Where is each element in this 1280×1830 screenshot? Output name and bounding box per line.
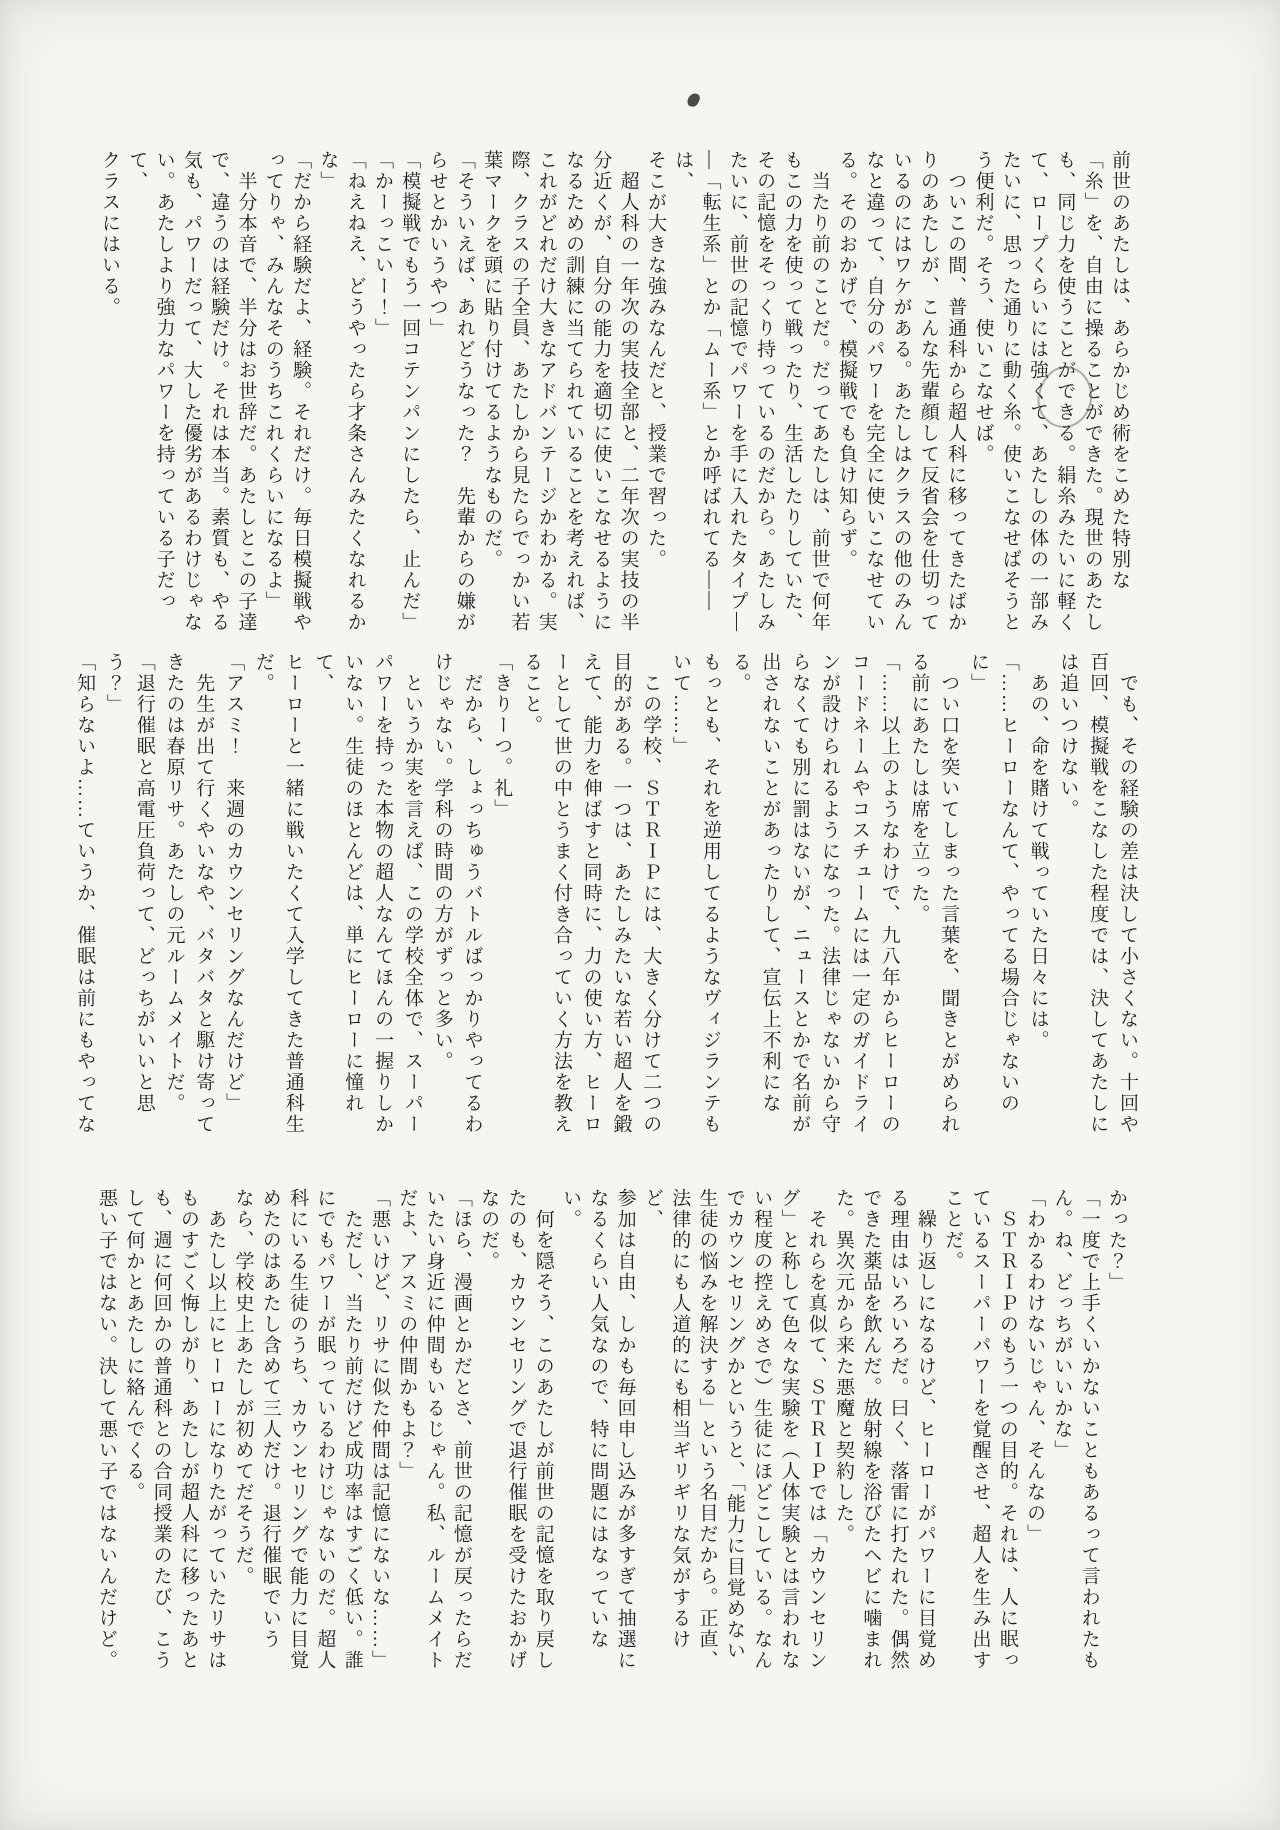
text-column: 気も、パワーだって、大した優劣があるわけじゃな <box>180 150 202 633</box>
text-column: ること。 <box>521 652 543 736</box>
text-column: 「アスミ！ 来週のカウンセリングなんだけど」 <box>223 652 245 1114</box>
text-column: あの、命を賭けて戦っていた日々には。 <box>1027 673 1049 1051</box>
text-column: 何を隠そう、このあたしが前世の記憶を取り戻し <box>532 1209 554 1671</box>
text-column: りのあたしが、こんな先輩顔して反省会を仕切って <box>917 150 939 633</box>
text-column: いない。生徒のほとんどは、単にヒーローに憧れて、 <box>312 652 364 1114</box>
text-column: 参加は自由、しかも毎回申し込みが多すぎて抽選に <box>614 1188 636 1671</box>
text-column: も、同じ力を使うことができる。絹糸みたいに軽く <box>1054 150 1076 633</box>
text-column: でカウンセリングかというと、「能力に目覚めない <box>723 1188 745 1662</box>
text-column: けじゃない。学科の時間の方がずっと多い。 <box>431 652 453 1072</box>
text-column: たいに、前世の記憶でパワーを手に入れたタイプ— <box>726 150 748 633</box>
text-column: というか実を言えば、この学校全体で、スーパー <box>401 673 423 1135</box>
text-column: この学校、ＳＴＲＩＰには、大きく分けて二つの <box>640 673 662 1135</box>
text-column: ってりゃ、みんなそのうちこれくらいになるよ」 <box>262 150 284 612</box>
text-column: なら、学校史上あたしが初めてだそうだ。 <box>232 1188 254 1587</box>
text-column: らなくても別に罰はないが、ニュースとかで名前が <box>789 652 811 1135</box>
text-column: 悪い子ではない。決して悪い子ではないんだけど。 <box>96 1188 118 1671</box>
text-column: 「糸」を、自由に操ることができた。現世のあたし <box>1081 150 1103 633</box>
text-column: できた薬品を飲んだ。放射線を浴びたヘビに噛まれ <box>860 1188 882 1671</box>
text-column: 「模擬戦でもう一回コテンパンにしたら、止んだ」 <box>399 150 421 633</box>
text-column: あたし以上にヒーローになりたがっていたリサは <box>205 1209 227 1671</box>
text-column: る。そのおかげで、模擬戦でも負け知らず。 <box>836 150 858 570</box>
text-column: 「きりーつ。礼」 <box>491 652 513 820</box>
text-column: な」 <box>317 150 339 192</box>
text-column: かった？」 <box>1106 1188 1127 1293</box>
text-column: 出されないことがあったりして、宣伝上不利になる。 <box>729 652 781 1114</box>
text-column: きたのは春原リサ。あたしの元ルームメイトだ。 <box>163 652 185 1114</box>
text-column: だよ、アスミの仲間かもよ？」 <box>396 1188 418 1482</box>
text-column: えて、能力を伸ばすと同時に、力の使い方、ヒーロ <box>580 652 602 1135</box>
text-column: パワーを持った本物の超人なんてほんの一握りしか <box>372 652 394 1135</box>
text-column: 百回、模擬戦をこなした程度では、決してあたしに <box>1087 652 1109 1135</box>
text-column: コードネームやコスチュームには一定のガイドライ <box>848 652 870 1135</box>
text-column: 「だから経験だよ、経験。それだけ。毎日模擬戦や <box>290 150 312 633</box>
text-column: も、週に何回かの普通科との合同授業のたび、こう <box>150 1188 172 1671</box>
text-column: 「かーっこいー！」 <box>371 150 393 339</box>
text-column: クラスにはいる。 <box>99 150 121 318</box>
text-column: もこの力を使って戦ったり、生活したりしていた、 <box>781 150 803 633</box>
text-column: ているスーパーパワーを覚醒させ、超人を生み出す <box>969 1188 991 1671</box>
text-column: 「一度で上手くいかないこともあるって言われたも <box>1078 1188 1100 1671</box>
text-column: 際、クラスの子全員、あたしから見たらでっかい若 <box>508 150 530 633</box>
text-column: て、ロープくらいには強くて、あたしの体の一部み <box>1027 150 1049 633</box>
text-column: い程度の控えめさで）生徒にほどこしている。なん <box>751 1188 773 1671</box>
text-column: ヒーローと一緒に戦いたくて入学してきた普通科生 <box>282 652 304 1135</box>
text-column: う便利だ。そう、使いこなせば。 <box>972 150 994 465</box>
text-column: にでもパワーが眠っているわけじゃないのだ。超人 <box>314 1188 336 1671</box>
text-column: 法律的にも人道的にも相当ギリギリな気がするけど、 <box>641 1188 691 1650</box>
text-band-1 <box>96 150 1133 636</box>
text-column: グ」と称して色々な実験を（人体実験とは言われな <box>778 1188 800 1671</box>
text-column: 「悪いけど、リサに似た仲間は記憶にないな……」 <box>368 1188 390 1671</box>
text-column: ーとして世の中とうまく付き合っていく方法を教え <box>550 652 572 1135</box>
text-column: らせとかいうやつ」 <box>426 150 448 339</box>
text-column: た。異次元から来た悪魔と契約した。 <box>833 1188 855 1545</box>
text-column: ついこの間、普通科から超人科に移ってきたばか <box>945 171 967 633</box>
text-column: 「……ヒーローなんて、やってる場合じゃないのに」 <box>968 652 1019 1114</box>
text-column: る前にあたしは席を立った。 <box>908 652 930 925</box>
text-column: ンが設けられるようになった。法律じゃないから守 <box>819 652 841 1135</box>
text-column: 葉マークを頭に貼り付けてるようなものだ。 <box>481 150 503 570</box>
text-column: —「転生系」とか「ムー系」とか呼ばれてる——は、 <box>672 150 721 612</box>
text-column: して何かとあたしに絡んでくる。 <box>123 1188 145 1503</box>
text-column: ただし、当たり前だけど成功率はすごく低い。誰 <box>341 1209 363 1671</box>
text-column: 目的がある。一つは、あたしみたいな若い超人を鍛 <box>610 652 632 1135</box>
text-band-3 <box>93 1188 1130 1676</box>
text-column: 「……以上のようなわけで、九八年からヒーローの <box>878 652 900 1135</box>
text-column: もっとも、それを逆用してるようなヴィジランテも <box>699 652 721 1135</box>
text-column: 分近くが、自分の能力を適切に使いこなせるように <box>590 150 612 633</box>
text-column: なるための訓練に当てられていることを考えれば、 <box>563 150 585 633</box>
text-column: 半分本音で、半分はお世辞だ。あたしとこの子達 <box>235 171 257 633</box>
text-column: ものすごく悔しがり、あたしが超人科に移ったあと <box>177 1188 199 1671</box>
text-column: 前世のあたしは、あらかじめ術をこめた特別な <box>1109 150 1130 591</box>
text-column: う？」 <box>103 652 125 715</box>
text-column: 超人科の一年次の実技全部と、二年次の実技の半 <box>617 171 639 633</box>
text-column: でも、その経験の差は決して小さくない。十回や <box>1117 673 1138 1135</box>
text-column: 生徒の悩みを解決する」という名目だから。正直、 <box>696 1188 718 1671</box>
text-column: 「ほら、漫画とかだとさ、前世の記憶が戻ったらだ <box>450 1188 472 1671</box>
text-column: いて……」 <box>670 652 692 757</box>
text-column: だ。 <box>252 652 274 694</box>
text-column: 科にいる生徒のうち、カウンセリングで能力に目覚 <box>287 1188 309 1671</box>
text-column: 先生が出て行くやいなや、バタバタと駆け寄って <box>193 673 215 1135</box>
text-column: つい口を突いてしまった言葉を、聞きとがめられ <box>938 673 960 1135</box>
text-band-2 <box>69 652 1142 1140</box>
text-column: たいに、思った通りに動く糸。使いこなせばそうと <box>999 150 1021 633</box>
text-column: これがどれだけ大きなアドバンテージかわかる。実 <box>535 150 557 633</box>
text-column: なのだ。 <box>478 1188 500 1272</box>
text-column: いるのにはワケがある。あたしはクラスの他のみん <box>890 150 912 633</box>
text-column: それらを真似て、ＳＴＲＩＰでは「カウンセリン <box>805 1209 827 1671</box>
text-column: めたのはあたし含めて三人だけ。退行催眠でいう <box>259 1188 281 1650</box>
text-column: は追いつけない。 <box>1057 652 1079 820</box>
text-column: 「退行催眠と高電圧負荷って、どっちがいいと思 <box>133 652 155 1114</box>
text-column: 当たり前のことだ。だってあたしは、前世で何年 <box>808 171 830 633</box>
text-column: そこが大きな強みなんだと、授業で習った。 <box>644 150 666 570</box>
text-column: その記憶をそっくり持っているのだから。あたしみ <box>754 150 776 633</box>
text-column: ん。ね、どっちがいいかな」 <box>1051 1188 1073 1461</box>
text-column: 「知らないよ……ていうか、催眠は前にもやってな <box>74 652 96 1135</box>
text-column: い。あたしより強力なパワーを持っている子だって、 <box>126 150 175 612</box>
text-column: だから、しょっちゅうバトルばっかりやってるわ <box>461 673 483 1135</box>
text-column: 「そういえば、あれどうなった？ 先輩からの嫌が <box>453 150 475 633</box>
text-column: で、違うのは経験だけ。それは本当。素質も、やる <box>208 150 230 633</box>
ink-speck-artifact <box>686 91 701 108</box>
text-column: いたい身近に仲間もいるじゃん。私、ルームメイト <box>423 1188 445 1671</box>
text-column: なるくらい人気なので、特に問題にはなっていない。 <box>560 1188 609 1650</box>
text-column: ＳＴＲＩＰのもう一つの目的。それは、人に眠っ <box>996 1209 1018 1671</box>
text-column: なと違って、自分のパワーを完全に使いこなせてい <box>863 150 885 633</box>
text-column: る理由はいろいろだ。曰く、落雷に打たれた。偶然 <box>887 1188 909 1671</box>
text-column: たのも、カウンセリングで退行催眠を受けたおかげ <box>505 1188 527 1671</box>
text-column: ことだ。 <box>942 1188 964 1272</box>
text-column: 「わかるわけないじゃん、そんなの」 <box>1024 1188 1046 1545</box>
text-column: 「ねえねえ、どうやったら才条さんみたくなれるか <box>344 150 366 633</box>
text-column: 繰り返しになるけど、ヒーローがパワーに目覚め <box>914 1209 936 1671</box>
